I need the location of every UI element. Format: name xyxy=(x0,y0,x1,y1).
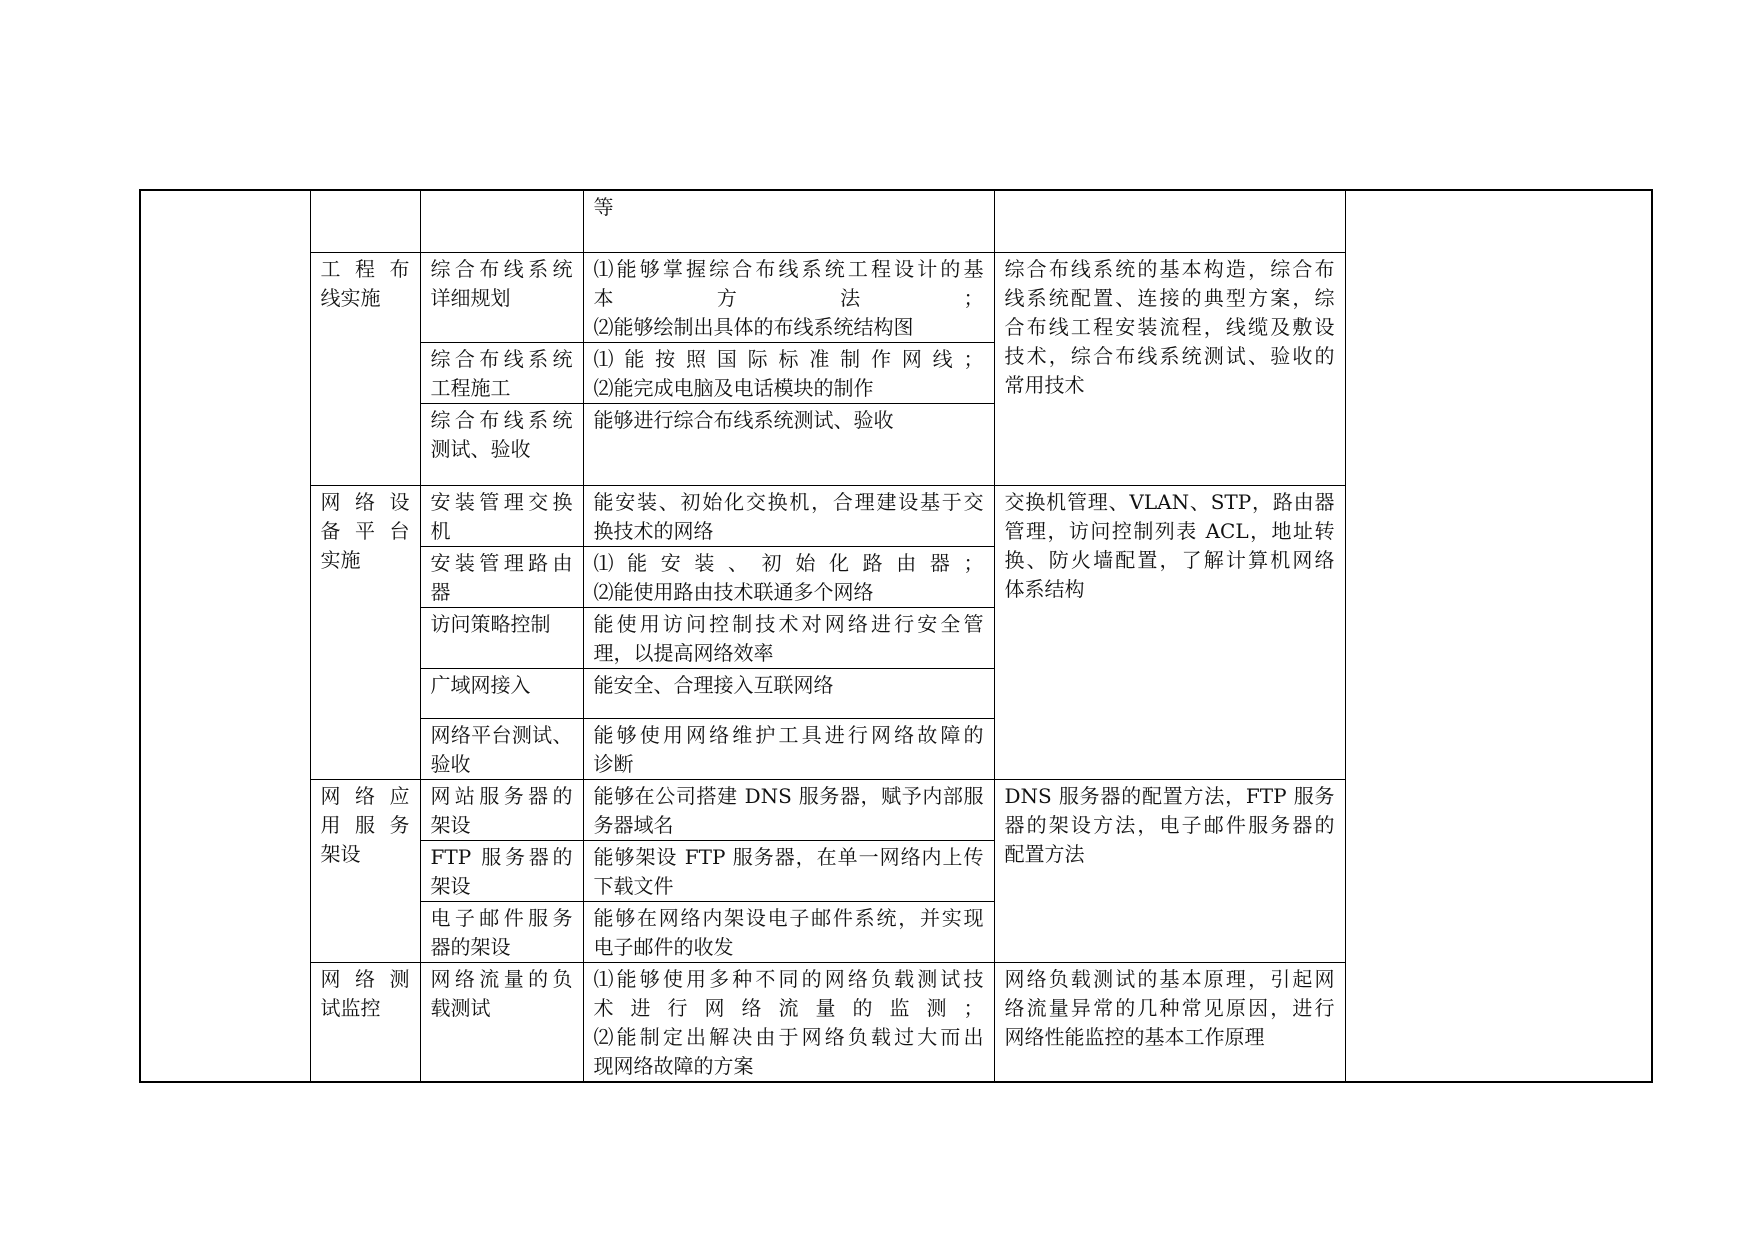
task-cell xyxy=(420,546,583,607)
section-title-line: 实施 xyxy=(320,547,361,572)
skill-cell xyxy=(583,962,994,1082)
knowledge-line: 器的架设方法，电子邮件服务器的 xyxy=(1004,812,1335,837)
skill-line: 电子邮件的收发 xyxy=(593,934,734,959)
skill-line: 能够架设 FTP 服务器，在单一网络内上传 xyxy=(593,844,984,869)
task-line: 验收 xyxy=(430,751,471,776)
task-cell xyxy=(420,252,583,342)
task-line: 访问策略控制 xyxy=(430,611,551,636)
knowledge-line: 网络性能监控的基本工作原理 xyxy=(1004,1024,1265,1049)
section-title-line: 网 络 应 xyxy=(320,783,410,808)
skill-line: 换技术的网络 xyxy=(593,518,714,543)
left-empty-column xyxy=(140,190,310,1082)
section-title-line: 试监控 xyxy=(320,995,381,1020)
skill-line: 下载文件 xyxy=(593,873,674,898)
task-cell xyxy=(420,718,583,779)
skill-cell xyxy=(583,901,994,962)
task-line: 综合布线系统 xyxy=(430,346,573,371)
knowledge-cell xyxy=(994,252,1345,485)
skill-cell xyxy=(583,668,994,718)
knowledge-line: 络流量异常的几种常见原因，进行 xyxy=(1004,995,1335,1020)
skill-line: ⑴能按照国际标准制作网线； xyxy=(593,346,984,371)
knowledge-cell xyxy=(994,779,1345,962)
task-line: 机 xyxy=(430,518,451,543)
knowledge-cell xyxy=(994,962,1345,1082)
task-line: 综合布线系统 xyxy=(430,407,573,432)
section-title-cell xyxy=(310,485,420,779)
empty-knowledge-cell xyxy=(994,190,1345,252)
task-line: 架设 xyxy=(430,812,471,837)
section-title-cell xyxy=(310,962,420,1082)
task-cell xyxy=(420,403,583,485)
knowledge-line: 配置方法 xyxy=(1004,841,1085,866)
skill-line: 能够在公司搭建 DNS 服务器，赋予内部服 xyxy=(593,783,984,808)
curriculum-table xyxy=(139,189,1653,1083)
task-line: 载测试 xyxy=(430,995,491,1020)
knowledge-line: 技术，综合布线系统测试、验收的 xyxy=(1004,343,1335,368)
skill-cell xyxy=(583,607,994,668)
knowledge-line: 网络负载测试的基本原理，引起网 xyxy=(1004,966,1335,991)
skill-cell xyxy=(583,779,994,840)
task-line: FTP 服务器的 xyxy=(430,844,573,869)
section-title-cell xyxy=(310,779,420,962)
task-line: 安装管理路由 xyxy=(430,550,573,575)
knowledge-line: 综合布线系统的基本构造，综合布 xyxy=(1004,256,1335,281)
table-row xyxy=(140,190,1652,252)
skill-line: 能安全、合理接入互联网络 xyxy=(593,672,834,697)
knowledge-line: 合布线工程安装流程，线缆及敷设 xyxy=(1004,314,1335,339)
skill-line: ⑴能安装、初始化路由器； xyxy=(593,550,984,575)
task-cell xyxy=(420,901,583,962)
skill-line: ⑵能使用路由技术联通多个网络 xyxy=(593,579,874,604)
skill-line: 等 xyxy=(593,195,614,219)
skill-line: 本方法； xyxy=(593,285,984,310)
task-line: 安装管理交换 xyxy=(430,489,573,514)
task-line: 网络流量的负 xyxy=(430,966,573,991)
section-title-cell xyxy=(310,252,420,485)
skill-line: 术进行网络流量的监测； xyxy=(593,995,984,1020)
skill-cell xyxy=(583,252,994,342)
empty-title-cell xyxy=(310,190,420,252)
section-title-line: 用 服 务 xyxy=(320,812,410,837)
task-line: 测试、验收 xyxy=(430,436,531,461)
task-line: 广域网接入 xyxy=(430,672,531,697)
section-title-line: 工 程 布 xyxy=(320,256,410,281)
knowledge-line: 常用技术 xyxy=(1004,372,1085,397)
section-title-line: 网 络 设 xyxy=(320,489,410,514)
task-line: 网站服务器的 xyxy=(430,783,573,808)
skill-line: ⑵能够绘制出具体的布线系统结构图 xyxy=(593,314,914,339)
skill-line: 现网络故障的方案 xyxy=(593,1053,754,1078)
knowledge-cell xyxy=(994,485,1345,779)
skill-cell xyxy=(583,718,994,779)
task-line: 网络平台测试、 xyxy=(430,722,573,747)
skill-cell xyxy=(583,403,994,485)
section-title-line: 网 络 测 xyxy=(320,966,410,991)
right-empty-column xyxy=(1345,190,1652,1082)
task-line: 工程施工 xyxy=(430,375,511,400)
skill-line: ⑴能够掌握综合布线系统工程设计的基 xyxy=(593,256,984,281)
knowledge-line: 换、防火墙配置，了解计算机网络 xyxy=(1004,547,1335,572)
skill-line: 能够在网络内架设电子邮件系统，并实现 xyxy=(593,905,984,930)
skill-line: 能够使用网络维护工具进行网络故障的 xyxy=(593,722,984,747)
skill-line: 诊断 xyxy=(593,751,634,776)
knowledge-line: DNS 服务器的配置方法，FTP 服务 xyxy=(1004,783,1335,808)
skill-line: 能使用访问控制技术对网络进行安全管 xyxy=(593,611,984,636)
skill-line: ⑵能完成电脑及电话模块的制作 xyxy=(593,375,874,400)
skill-line: ⑵能制定出解决由于网络负载过大而出 xyxy=(593,1024,984,1049)
task-line: 器的架设 xyxy=(430,934,511,959)
knowledge-line: 体系结构 xyxy=(1004,576,1085,601)
task-cell xyxy=(420,342,583,403)
empty-task-cell xyxy=(420,190,583,252)
knowledge-line: 管理，访问控制列表 ACL，地址转 xyxy=(1004,518,1335,543)
skill-line: 能安装、初始化交换机，合理建设基于交 xyxy=(593,489,984,514)
task-line: 架设 xyxy=(430,873,471,898)
knowledge-line: 线系统配置、连接的典型方案，综 xyxy=(1004,285,1335,310)
task-cell xyxy=(420,840,583,901)
skill-line: 理，以提高网络效率 xyxy=(593,640,774,665)
skill-cell xyxy=(583,840,994,901)
skill-cell xyxy=(583,190,994,252)
skill-cell xyxy=(583,485,994,546)
skill-cell xyxy=(583,546,994,607)
skill-line: ⑴能够使用多种不同的网络负载测试技 xyxy=(593,966,984,991)
task-line: 器 xyxy=(430,579,451,604)
knowledge-line: 交换机管理、VLAN、STP，路由器 xyxy=(1004,489,1335,514)
skill-cell xyxy=(583,342,994,403)
task-cell xyxy=(420,485,583,546)
section-title-line: 线实施 xyxy=(320,285,381,310)
task-cell xyxy=(420,779,583,840)
section-title-line: 架设 xyxy=(320,841,361,866)
task-line: 综合布线系统 xyxy=(430,256,573,281)
task-line: 电子邮件服务 xyxy=(430,905,573,930)
skill-line: 能够进行综合布线系统测试、验收 xyxy=(593,407,894,432)
task-cell xyxy=(420,668,583,718)
section-title-line: 备 平 台 xyxy=(320,518,410,543)
task-cell xyxy=(420,607,583,668)
skill-line: 务器域名 xyxy=(593,812,674,837)
task-cell xyxy=(420,962,583,1082)
task-line: 详细规划 xyxy=(430,285,511,310)
